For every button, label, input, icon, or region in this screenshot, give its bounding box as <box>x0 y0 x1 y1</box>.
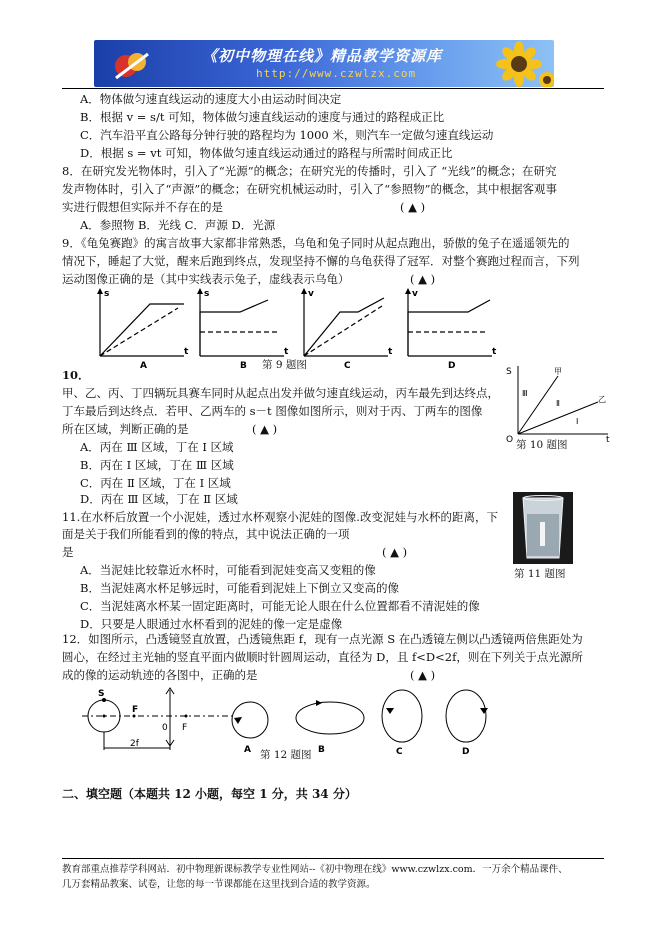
svg-text:t: t <box>184 347 189 357</box>
q11-option-d: D．只要是人眼通过水杯看到的泥娃的像一定是虚像 <box>80 617 343 631</box>
q12-text-line1: 12．如图所示，凸透镜竖直放置，凸透镜焦距 f，现有一点光源 S 在凸透镜左侧以凸透镜两倍焦距处为 <box>62 632 583 646</box>
q12-option-b-label: B <box>318 745 325 755</box>
q12-text-line3: 成的像的运动轨迹的各图中，正确的是 <box>62 668 258 682</box>
q9-graph-label-b: B <box>240 361 247 370</box>
q7-option-a: A．物体做匀速直线运动的速度大小由运动时间决定 <box>80 92 342 106</box>
q12-option-c-label: C <box>396 747 403 757</box>
q11-answer-blank: ( ▲ ) <box>382 545 408 559</box>
header-banner <box>94 40 554 87</box>
header-rule <box>62 88 604 89</box>
q12-answer-blank: ( ▲ ) <box>410 668 436 682</box>
q11-text-line2: 面是关于我们所能看到的像的特点，其中说法正确的一项 <box>62 527 350 541</box>
svg-text:s: s <box>104 289 110 299</box>
q10-text-line2: 丁车最后到达终点．若甲、乙两车的 s－t 图像如图所示，则对于丙、丁两车的图像 <box>62 404 483 418</box>
q11-text-line3: 是 <box>62 545 74 559</box>
q11-glass-photo <box>513 492 573 564</box>
q9-text-line1: 9．《龟兔赛跑》的寓言故事大家都非常熟悉，乌龟和兔子同时从起点跑出，骄傲的兔子在遥遥领先的 <box>62 236 570 250</box>
q11-option-c: C．当泥娃离水杯某一固定距离时，可能无论人眼在什么位置都看不清泥娃的像 <box>80 599 480 613</box>
q8-options: A．参照物 B．光线 C．声源 D．光源 <box>80 218 276 232</box>
q11-text-line1: 11.在水杯后放置一个小泥娃，透过水杯观察小泥娃的图像.改变泥娃与水杯的距离，下 <box>62 510 498 524</box>
footer-line2: 几万套精品教案、试卷，让您的每一节课都能在这里找到合适的教学资源。 <box>62 879 376 890</box>
site-title: 《初中物理在线》精品教学资源库 <box>202 47 443 65</box>
q10-origin: O <box>506 435 514 442</box>
q10-caption: 第 10 题图 <box>516 439 568 451</box>
section-2-heading: 二、填空题（本题共 12 小题，每空 1 分，共 34 分） <box>62 787 357 801</box>
q10-option-b: B．丙在 Ⅰ 区域，丁在 Ⅲ 区域 <box>80 458 234 472</box>
site-logo <box>112 46 152 82</box>
q9-caption: 第 9 题图 <box>262 359 307 371</box>
q11-option-a: A．当泥娃比较靠近水杯时，可能看到泥娃变高又变粗的像 <box>80 563 376 577</box>
q12-label-s: S <box>98 689 105 699</box>
q7-option-b: B．根据 v = s/t 可知，物体做匀速直线运动的速度与通过的路程成正比 <box>80 110 445 124</box>
q12-label-o: 0 <box>162 723 168 733</box>
q9-graph-label-d: D <box>448 361 456 370</box>
q8-text-line3: 实进行假想但实际并不存在的是 <box>62 200 223 214</box>
q11-caption: 第 11 题图 <box>514 568 566 580</box>
svg-text:t: t <box>388 347 393 357</box>
footer-rule <box>62 858 604 859</box>
q9-graph-label-c: C <box>344 361 351 370</box>
q12-label-2f: 2f <box>130 739 139 749</box>
q12-option-d-label: D <box>462 747 470 757</box>
q10-number: 10． <box>62 368 90 382</box>
q10-option-d: D．丙在 Ⅲ 区域，丁在 Ⅱ 区域 <box>80 492 238 506</box>
q10-region-3: Ⅲ <box>522 389 528 398</box>
q10-figure <box>502 362 612 442</box>
svg-text:t: t <box>284 347 289 357</box>
q10-label-jia: 甲 <box>554 367 562 376</box>
q12-caption: 第 12 题图 <box>260 749 312 761</box>
svg-text:s: s <box>204 289 210 299</box>
q10-option-a: A．丙在 Ⅲ 区域，丁在 Ⅰ 区域 <box>80 440 234 454</box>
q10-label-yi: 乙 <box>598 395 606 404</box>
site-url[interactable]: http://www.czwlzx.com <box>256 67 417 80</box>
q10-region-2: Ⅱ <box>556 399 560 408</box>
q10-text-line1: 甲、乙、丙、丁四辆玩具赛车同时从起点出发并做匀速直线运动，丙车最先到达终点， <box>62 386 499 400</box>
q12-label-f-right: F <box>182 723 188 733</box>
q9-answer-blank: ( ▲ ) <box>410 272 436 286</box>
q10-axis-t: t <box>606 435 610 442</box>
q10-option-c: C．丙在 Ⅱ 区域，丁在 Ⅰ 区域 <box>80 476 231 490</box>
svg-text:v: v <box>412 289 418 299</box>
q8-answer-blank: ( ▲ ) <box>400 200 426 214</box>
sunflower-image <box>489 40 554 87</box>
q12-option-a-label: A <box>244 745 251 755</box>
q7-option-d: D．根据 s = vt 可知，物体做匀速直线运动通过的路程与所需时间成正比 <box>80 146 453 160</box>
q9-graph-label-a: A <box>140 361 147 370</box>
q7-option-c: C．汽车沿平直公路每分钟行驶的路程均为 1000 米，则汽车一定做匀速直线运动 <box>80 128 494 142</box>
svg-text:v: v <box>308 289 314 299</box>
footer-line1: 教育部重点推荐学科网站．初中物理新课标教学专业性网站--《初中物理在线》www.czwlzx.com．一万余个精品课件、 <box>62 864 568 875</box>
q12-label-f-left: F <box>132 705 139 715</box>
q10-region-1: Ⅰ <box>576 417 579 426</box>
q9-text-line3: 运动图像正确的是（其中实线表示兔子，虚线表示乌龟） <box>62 272 350 286</box>
q8-text-line1: 8．在研究发光物体时，引入了“光源”的概念；在研究光的传播时，引入了 “光线”的概念；在研究 <box>62 164 557 178</box>
q8-text-line2: 发声物体时，引入了“声源”的概念；在研究机械运动时，引入了“参照物”的概念，其中根据客观事 <box>62 182 558 196</box>
q11-option-b: B．当泥娃离水杯足够远时，可能看到泥娃上下倒立又变高的像 <box>80 581 399 595</box>
q9-text-line2: 情况下，睡起了大觉，醒来后跑到终点，发现坚持不懈的乌龟获得了冠军．对整个赛跑过程而言，下列 <box>62 254 580 268</box>
q12-text-line2: 圆心，在经过主光轴的竖直平面内做顺时针圆周运动，直径为 D，且 f<D<2f，则在下列关于点光源所 <box>62 650 583 664</box>
svg-text:t: t <box>492 347 497 357</box>
q10-answer-blank: ( ▲ ) <box>252 422 278 436</box>
q10-axis-s: S <box>506 367 512 377</box>
q10-text-line3: 所在区域，判断正确的是 <box>62 422 189 436</box>
